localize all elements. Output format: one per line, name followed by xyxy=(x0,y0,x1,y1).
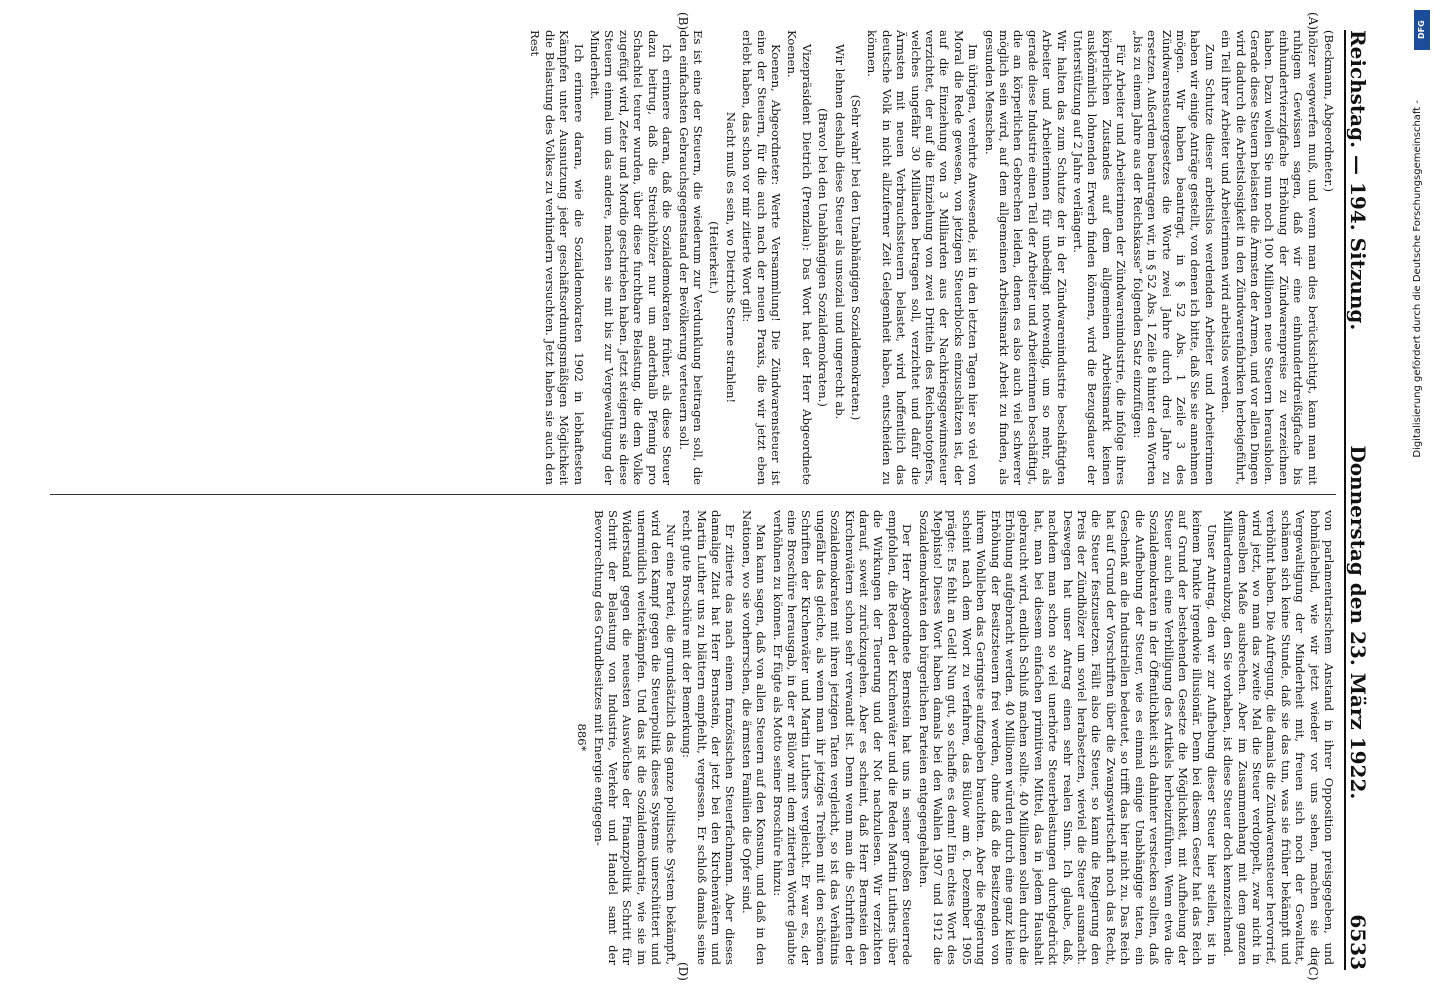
paragraph: Koenen, Abgeordneter: Werte Versammlung! Die Zündwarensteuer ist eine der Steuern, für die auch nach der neuen Praxis, die wir jetzt eben erlebt haben, das schon vor mir zitierte Wort gilt: xyxy=(740,30,783,485)
paragraph: Der Herr Abgeordnete Bernstein hat uns in seiner großen Steuerrede empfohlen, die Reden der Kirchenväter und die Reden Martin Luthers über die Wirkungen der Teuerung und der Not nachzulesen. Wir verzichten darauf, soweit zurückzugehen. Aber es scheint, daß Herr Bernstein den Kirchenvätern schon sehr verwandt ist. Denn wenn man die Schriften der Sozialdemokraten mit ihren jetzigen Taten vergleicht, so ist das Verhältnis ungefähr das gleiche, als wenn man ihr jetziges Treiben mit den schönen Schriften der Kirchenväter und Martin Luthers vergleicht. Er war es, der eine Broschüre herausgab, in der er Bülow mit dem zitierten Worte glaubte verhöhnen zu können. Er fügte als Motto seiner Broschüre hinzu: xyxy=(770,510,915,965)
paragraph: (Bravo! bei den Unabhängigen Sozialdemokraten.) xyxy=(816,108,831,407)
paragraph: Man kann sagen, daß von allen Steuern auf den Konsum, und daß in den Nationen, wo sie vorherrschen, die ärmsten Familien die Opfer sind. xyxy=(739,510,769,965)
paragraph: Unser Antrag, den wir zur Aufhebung dieser Steuer hier stellen, ist in keinem Punkte irgendwie illusionär. Denn bei diesem Gesetz hat das Reich auf Grund der bestehenden Gesetze die Möglichkeit, mit Aufhebung der Steuer auch eine Verbilligung des Artikels herbeizuführen. Wenn etwa die Sozialdemokraten in der Öffentlichkeit sich dahinter verstecken sollten, daß die Aufhebung der Steuer, wie es einmal einige Unabhängige taten, ein Geschenk an die Industriellen bedeutet, so trifft das hier nicht zu. Das Reich hat auf Grund der Vorschriften über die Zwangswirtschaft noch das Recht, die Steuer festzusetzen. Fällt also die Steuer, so kann die Regierung den Preis der Zündhölzer um soviel herabsetzen, wieviel die Steuer ausmacht. Deswegen hat unser Antrag einen sehr realen Sinn. Ich glaube, daß, nachdem man schon so viel unerhörte Steuerbelastungen durchgedrückt hat, man bei diesem einfachen primitiven Mittel, das in jedem Haushalt gebraucht wird, endlich Schluß machen sollte. 40 Millionen sollen durch die Erhöhung aufgebracht werden. 40 Millionen würden durch eine ganz kleine Erhöhung der Besitzsteuern frei werden, ohne daß die Besitzenden von ihrem Wohlleben das Geringste aufzugeben brauchten. Aber die Regierung scheint nach dem Wort zu verfahren, das Bülow am 6. Dezember 1905 prägte: Es fehlt an Geld! Nun gut, so schaffe es denn! Ein echtes Wort des Mephisto! Dieses Wort haben damals bei den Wahlen 1907 und 1912 die Sozialdemokraten den bürgerlichen Parteien entgegengehalten. xyxy=(916,510,1219,965)
paragraph: hölzer wegwerfen muß, und wenn man dies berücksichtigt, kann man mit ruhigem Gewissen sagen, daß wir eine einhundertdreißigfache bis einhundertvierzigfache Erhöhung der Zündwarenpreise zu verzeichnen haben. Dazu wollen Sie nun noch 100 Millionen neue Steuern herausholen. Gerade diese Steuern belasten die Ärmsten der Armen, und vor allen Dingen wird dadurch die Arbeitslosigkeit in den Zündwarenfabriken herbeigeführt, ein Teil ihrer Arbeiter und Arbeiterinnen wird arbeitslos werden. xyxy=(1219,30,1320,485)
watermark-text: Digitalisierung gefördert durch die Deutsche Forschungsgemeinschaft - xyxy=(1412,100,1423,458)
header-date: Donnerstag den 23. März 1922. xyxy=(1346,445,1370,800)
paragraph: Für Arbeiter und Arbeiterinnen der Zündwarenindustrie, die infolge ihres körperlichen Zustandes auf dem allgemeinen Arbeitsmarkt keinen ausköm̈mlich lohnenden Erwerb finden können, wird die Bezugsdauer der Unterstützung auf 2 Jahre verlängert. xyxy=(1071,30,1129,485)
dfg-logo: DFG xyxy=(1414,10,1430,50)
left-column xyxy=(50,30,1336,485)
right-column xyxy=(50,510,1336,965)
column-divider xyxy=(50,494,1336,495)
paragraph: (Sehr wahr! bei den Unabhängigen Sozialdemokraten.) xyxy=(849,94,863,421)
header-left: Reichstag. — 194. Sitzung. xyxy=(1346,30,1370,331)
paragraph: (Beckmann, Abgeordneter.) xyxy=(1322,30,1336,192)
page-header xyxy=(1344,30,1380,970)
paragraph: von parlamentarischem Anstand in ihrer Opposition preisgegeben, und hohnlächelnd, wie wir jetzt wieder vor uns sehen, machen sie die Vergewaltigung der Minderheit mit, freuen sich noch der Gewalttat, schämen sich keine Stunde, daß sie das tun, was sie früher bekämpft und verhöhnt haben. Die Aufregung, die damals die Zündwarensteuer hervorrief, wird jetzt, wo man das zweite Mal die Steuer verdoppelt, zwar nicht in demselben Maße ausbrechen. Aber im Zusammenhang mit dem ganzen Milliardenraubzug, den Sie vorhaben, ist diese Steuer doch kennzeichnend. xyxy=(1221,510,1336,965)
page-number: 6533 xyxy=(1346,914,1370,970)
paragraph: Ich erinnere daran, wie die Sozialdemokraten 1902 in lebhaftesten Kämpfen unter Ausnutzung jeder geschäftsordnungsmäßigen Möglichkeit die Belastung des Volkes zu verhindern versuchten. Jetzt haben sie auch den Rest xyxy=(528,30,586,485)
margin-mark-a: (A) xyxy=(1306,12,1320,31)
paragraph: Nacht muß es sein, wo Dietrichs Sterne strahlen! xyxy=(723,111,738,404)
paragraph: Im übrigen, verehrte Anwesende, ist in den letzten Tagen hier so viel von Moral die Rede gewesen, von jetzigen Steuerblocks einzuschätzen ist, der auf die Einziehung von 3 Milliarden aus der Nachkriegsgewinnsteuer verzichtet, der auf die Einziehung von zwei Dritteln des Reichsnotopfers, welches ungefähr 30 Milliarden betragen soll, verzichtet und dafür die Ärmsten mit neuen Verbrauchssteuern belastet, wird hoffentlich das deutsche Volk in nicht allzuferner Zeit Gelegenheit haben, entscheiden zu können. xyxy=(865,30,981,485)
watermark xyxy=(1410,20,1432,980)
margin-mark-d: (D) xyxy=(676,962,690,981)
paragraph: 886* xyxy=(575,723,590,752)
paragraph: Nur eine Partei, die grundsätzlich das ganze politische System bekämpft, wird den Kampf gegen die Steuerpolitik dieses Systems unerschüttert und unermüdlich weiterkämpfen. Und das ist die Sozialdemokratie, wie sie im Widerstand gegen die neuesten Auswüchse der Finanzpolitik Schritt für Schritt der Belastung von Industrie, Verkehr und Handel samt der Bevorrechtung des Grundbesitzes mit Energie entgegen- xyxy=(591,510,678,965)
paragraph: Ich erinnere daran, daß die Sozialdemokraten früher, als diese Steuer dazu beitrug, daß die Streichhölzer nur um anderthalb Pfennig pro Schachtel teurer wurden, über diese furchtbare Belastung, die dem Volke zugefügt wird, Zeter und Mordio geschrieben haben. Jetzt steigern sie diese Steuern einmal um das andere, machen sie mit bis zur Vergewaltigung der Minderheit. xyxy=(588,30,675,485)
paragraph: Vizepräsident Dietrich (Prenzlau): Das Wort hat der Herr Abgeordnete Koenen. xyxy=(785,30,814,485)
margin-mark-b: (B) xyxy=(676,12,690,31)
paragraph: Es ist eine der Steuern, die wiederum zur Verdunklung beitragen soll, die den einfachsten Gebrauchsgegenstand der Bevölkerung verteuern soll. xyxy=(676,30,705,485)
paragraph: (Heiterkeit.) xyxy=(707,221,722,294)
margin-mark-c: (C) xyxy=(1306,962,1320,981)
rotated-page xyxy=(40,12,1380,981)
paragraph: Zum Schutze dieser arbeitslos werdenden Arbeiter und Arbeiterinnen haben wir einige Anträge gestellt, von denen ich bitte, daß Sie sie annehmen mögen. Wir haben beantragt, in § 52 Abs. 1 Zeile 3 des Zündwarensteuergesetzes die Worte zwei Jahre durch drei Jahre zu ersetzen. Außerdem beantragen wir, in § 52 Abs. 1 Zeile 8 hinter den Worten „bis zu einem Jahre aus der Reichskasse“ folgenden Satz einzufügen: xyxy=(1130,30,1217,485)
paragraph: Wir lehnen deshalb diese Steuer als unsozial und ungerecht ab. xyxy=(832,44,847,420)
paragraph: Er zitierte das nach einem französischen Steuerfachmann. Aber dieses damalige Zitat hat Herr Bernstein, der jetzt bei den Kirchenvätern und Martin Luther uns zu blättern empfiehlt, vergessen. Er schloß damals seine recht gute Broschüre mit der Bemerkung: xyxy=(680,510,738,965)
paragraph: Wir halten das zum Schutze der in der Zündwarenindustrie beschäftigten Arbeiter und Arbeiterinnen für unbedingt notwendig, um so mehr, als gerade diese Industrie einen Teil der Arbeiter und Arbeiterinnen beschäftigt, die an körperlichen Gebrechen leiden, denen es also auch viel schwerer möglich sein wird, auf dem allgemeinen Arbeitsmarkt Arbeit zu finden, als gesunden Menschen. xyxy=(982,30,1069,485)
